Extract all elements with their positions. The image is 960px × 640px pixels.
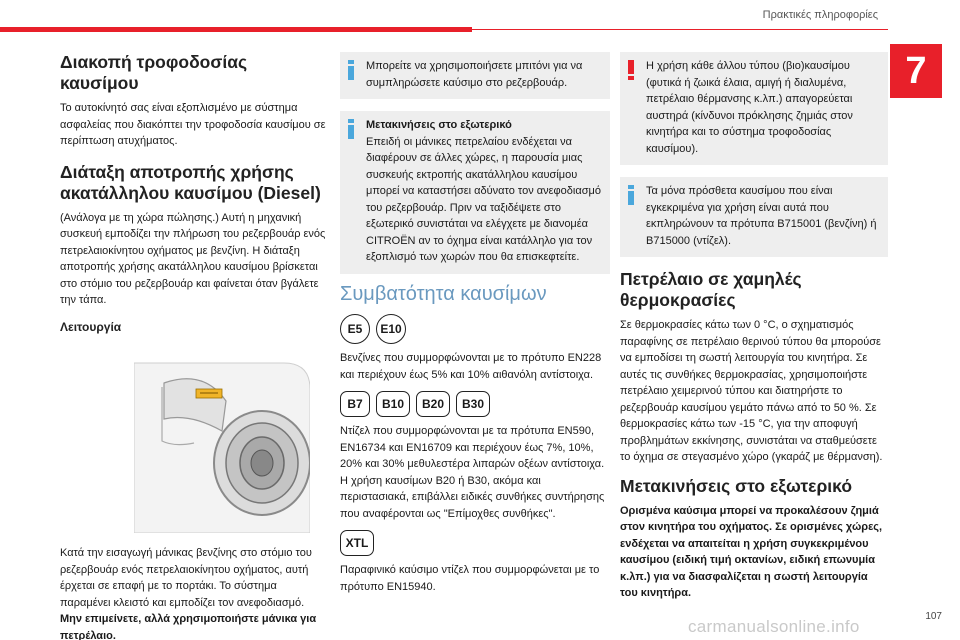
fuel-filler-neck-illustration: [134, 343, 310, 533]
operation-heading: Λειτουργία: [60, 319, 122, 334]
info-icon: [628, 185, 634, 205]
info-note-travel-title: Μετακινήσεις στο εξωτερικό: [366, 119, 512, 131]
misfuel-heading: Διάταξη αποτροπής χρήσης ακατάλληλου καυσίμου (Diesel): [60, 161, 321, 203]
fuel-cutoff-heading: Διακοπή τροφοδοσίας καυσίμου: [60, 52, 248, 93]
petrol-badge-row: [340, 314, 610, 344]
fuel-badge-b30: B30: [456, 391, 490, 417]
warning-icon: [628, 60, 634, 80]
info-note-additives: [620, 177, 888, 257]
fuel-badge-e5: E5: [340, 314, 370, 344]
page-header-title: Πρακτικές πληροφορίες: [762, 9, 878, 21]
page-number: 107: [925, 611, 942, 622]
diesel-compat-text: Ντίζελ που συμμορφώνονται με τα πρότυπα EN590, EN16734 και EN16709 και περιέχουν έως 7%, 10%, 20% και 30% μεθυλεστέρα λιπαρών οξέων αντίστοιχα. Η χρήση καυσίμων B20 ή B30, ακόμα και περιστασιακά, επιβάλλει ειδικές συνθήκες συντήρησης που αναφέρονται ως "Επίμοχθες συνθήκες".: [340, 425, 605, 520]
info-icon: [348, 119, 354, 139]
fuel-badge-xtl: XTL: [340, 530, 374, 556]
chapter-number-tab: 7: [890, 44, 942, 98]
operation-text: Κατά την εισαγωγή μάνικας βενζίνης στο στόμιο του ρεζερβουάρ ενός πετρελαιοκίνητου οχήματος, αυτή έρχεται σε επαφή με το πορτάκι. Το σύστημα παραμένει κλειστό και εμποδίζει τον ανεφοδιασμό.: [60, 547, 312, 609]
header-thin-rule: [472, 29, 888, 30]
fuel-cutoff-text: Το αυτοκίνητό σας είναι εξοπλισμένο με σύστημα ασφαλείας που διακόπτει την τροφοδοσία καυσίμου σε περίπτωση ατυχήματος.: [60, 102, 326, 147]
info-note-travel-abroad: [340, 111, 610, 274]
cold-diesel-heading: Πετρέλαιο σε χαμηλές θερμοκρασίες: [620, 269, 802, 310]
misfuel-text: (Ανάλογα με τη χώρα πώλησης.) Αυτή η μηχανική συσκευή εμποδίζει την πλήρωση του ρεζερβουάρ ενός πετρελαιοκίνητου οχήματος με βενζίνη. Η διάταξη αποτροπής χρήσης ακατάλληλου καυσίμου βρίσκεται στο στόμιο του ρεζερβουάρ και φαίνεται όταν βγάλετε την τάπα.: [60, 211, 326, 306]
xtl-compat-text: Παραφινικό καύσιμο ντίζελ που συμμορφώνεται με το πρότυπο EN15940.: [340, 564, 600, 593]
fuel-badge-e10: E10: [376, 314, 406, 344]
warning-note-biofuels: [620, 52, 888, 165]
operation-warning-text: Μην επιμείνετε, αλλά χρησιμοποιήστε μάνικα για πετρέλαιο.: [60, 613, 317, 640]
info-note-jerrycan: [340, 52, 610, 99]
column-right: [620, 52, 888, 602]
column-middle: [340, 52, 610, 595]
header-red-rule: [0, 27, 472, 32]
info-note-travel-text: Επειδή οι μάνικες πετρελαίου ενδέχεται να διαφέρουν σε άλλες χώρες, η παρουσία μιας συσκευής εκτροπής ακατάλληλου καυσίμου μπορεί να καταστήσει αδύνατο τον ανεφοδιασμό του ρεζερβουάρ. Πριν να ταξιδέψετε στο εξωτερικό συνιστάται να ελέγχετε με διανομέα CITROËN αν το όχημα είναι κατάλληλο για τον εξοπλισμό των χωρών που θα επισκεφτείτε.: [366, 135, 601, 263]
xtl-badge-row: [340, 530, 610, 556]
cold-diesel-text: Σε θερμοκρασίες κάτω των 0 °C, ο σχηματισμός παραφίνης σε πετρέλαιο θερινού τύπου θα μπορούσε να εμποδίσει τη σωστή λειτουργία του κινητήρα. Σε αυτές τις συνθήκες θερμοκρασίας, χρησιμοποιήστε πετρέλαιο χειμερινού τύπου και διατηρήστε το ρεζερβουάρ καυσίμου γεμάτο πάνω από το 50 %. Σε θερμοκρασίες κάτω των -15 °C, για την αποφυγή προβλημάτων εκκίνησης, συνιστάται να σταθμεύσετε το όχημα σε στεγασμένο χώρο (γκαράζ με θέρμανση).: [620, 319, 883, 463]
fuel-badge-b20: B20: [416, 391, 450, 417]
fuel-badge-b10: B10: [376, 391, 410, 417]
travel-abroad-heading: Μετακινήσεις στο εξωτερικό: [620, 475, 853, 496]
fuel-compatibility-heading: Συμβατότητα καυσίμων: [340, 282, 547, 305]
diesel-badge-row: [340, 391, 610, 417]
travel-abroad-text: Ορισμένα καύσιμα μπορεί να προκαλέσουν ζημιά στον κινητήρα του οχήματος. Σε ορισμένες χώρες, ενδέχεται να απαιτείται η χρήση συγκεκριμένου καυσίμου (ειδική τιμή οκτανίων, ειδική επωνυμία κ.λπ.) για να διασφαλίζεται η σωστή λειτουργία του κινητήρα.: [620, 504, 883, 599]
petrol-compat-text: Βενζίνες που συμμορφώνονται με το πρότυπο EN228 και περιέχουν έως 5% και 10% αιθανόλη αντίστοιχα.: [340, 352, 602, 381]
info-note-additives-text: Τα μόνα πρόσθετα καυσίμου που είναι εγκεκριμένα για χρήση είναι αυτά που εκπληρώνουν τα πρότυπα B715001 (βενζίνη) ή B715000 (ντίζελ).: [646, 185, 877, 247]
column-left: [60, 52, 330, 640]
fuel-badge-b7: B7: [340, 391, 370, 417]
warning-note-biofuels-text: Η χρήση κάθε άλλου τύπου (βιο)καυσίμου (φυτικά ή ζωικά έλαια, αμιγή ή διαλυμένα, πετρέλαιο θέρμανσης κ.λπ.) απαγορεύεται αυστηρά (κίνδυνοι πρόκλησης ζημιάς στον κινητήρα και το σύστημα τροφοδοσίας καυσίμου).: [646, 60, 853, 155]
info-note-jerrycan-text: Μπορείτε να χρησιμοποιήσετε μπιτόνι για να συμπληρώσετε καύσιμο στο ρεζερβουάρ.: [366, 60, 583, 89]
watermark: carmanualsonline.info: [688, 617, 860, 636]
info-icon: [348, 60, 354, 80]
